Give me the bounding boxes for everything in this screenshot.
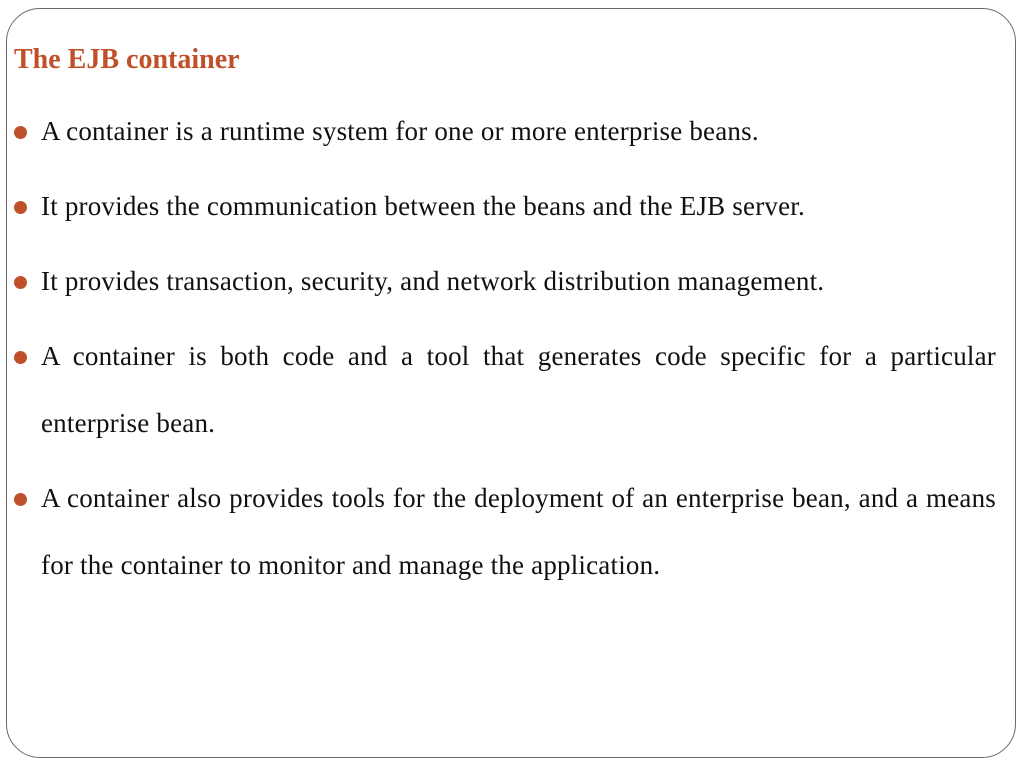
slide-content (14, 40, 996, 599)
bullet-text: A container is a runtime system for one or more enterprise beans. (41, 116, 759, 146)
bullet-item (14, 465, 996, 599)
bullet-item (14, 173, 996, 240)
bullet-item (14, 98, 996, 165)
bullet-text: A container also provides tools for the deployment of an enterprise bean, and a means for the container to monitor and manage the application. (41, 483, 996, 580)
bullet-dot-icon (14, 126, 27, 139)
bullet-dot-icon (14, 276, 27, 289)
bullet-item (14, 248, 996, 315)
bullet-dot-icon (14, 351, 27, 364)
slide-title: The EJB container (14, 44, 240, 75)
bullet-item (14, 323, 996, 457)
bullet-text: A container is both code and a tool that generates code specific for a particular enterprise bean. (41, 341, 996, 438)
bullet-text: It provides the communication between the beans and the EJB server. (41, 191, 805, 221)
bullet-dot-icon (14, 201, 27, 214)
bullet-text: It provides transaction, security, and network distribution management. (41, 266, 825, 296)
bullet-list (14, 98, 996, 599)
bullet-dot-icon (14, 493, 27, 506)
